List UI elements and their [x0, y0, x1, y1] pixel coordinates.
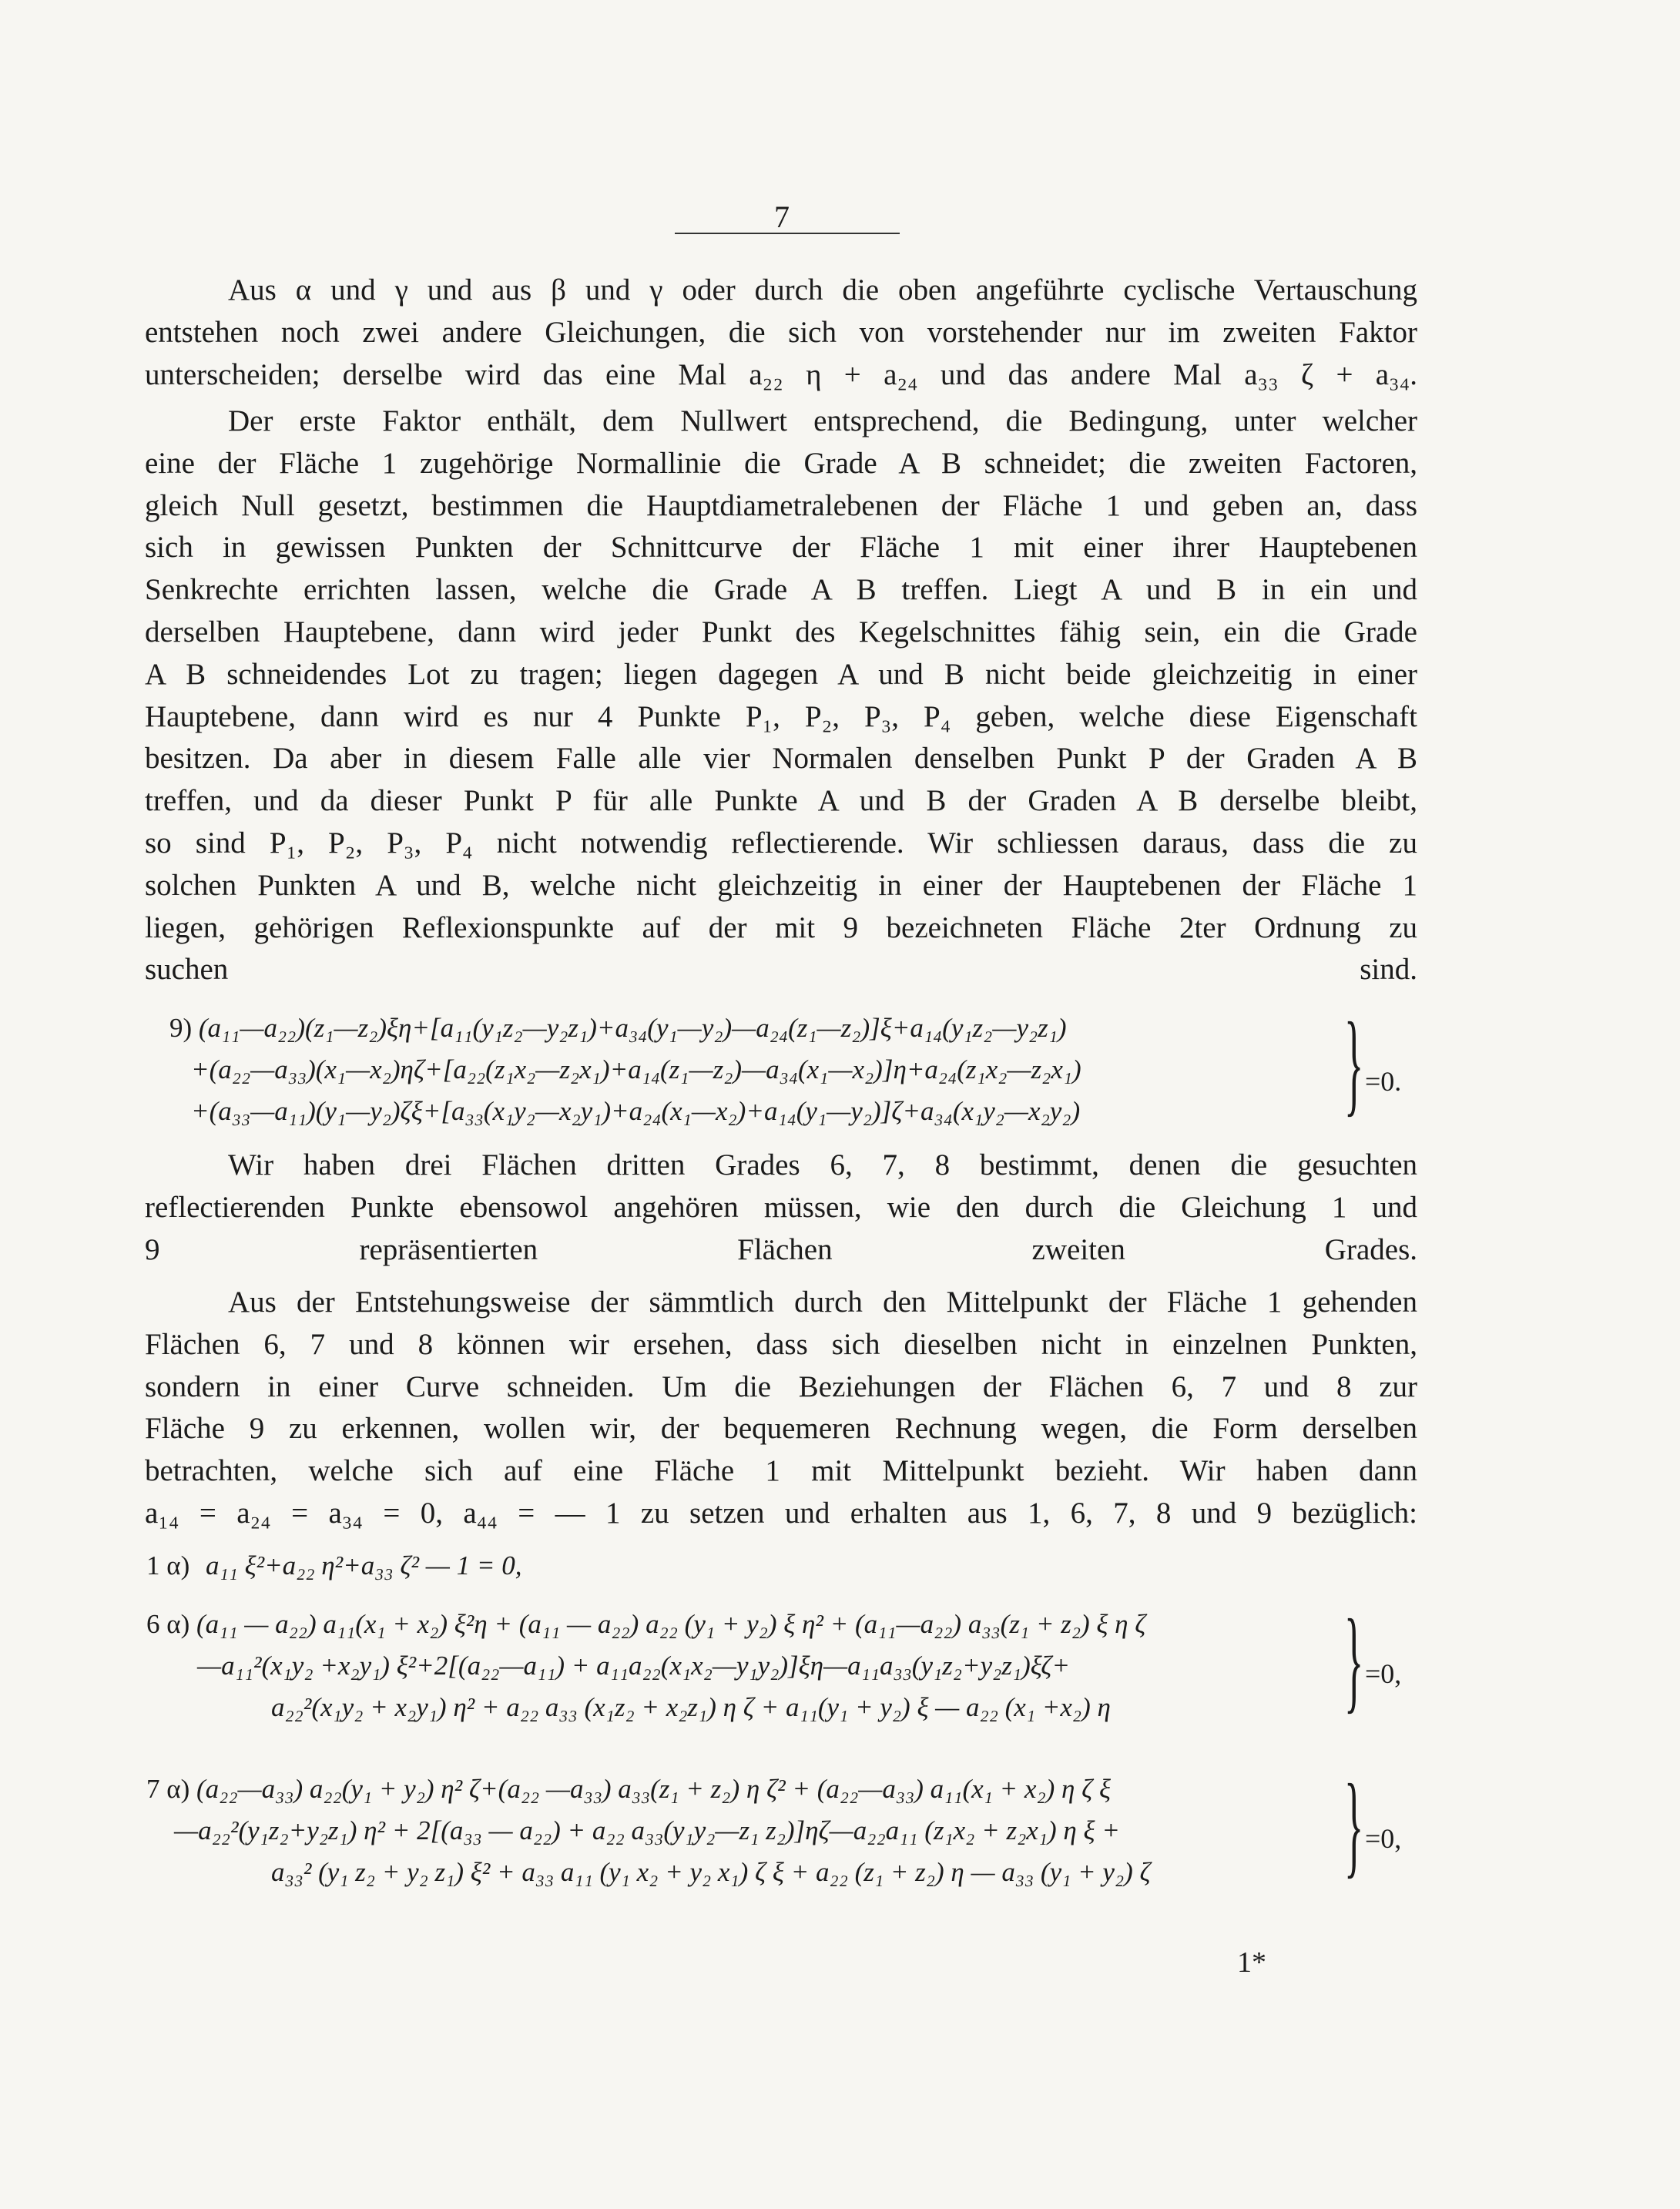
- equation-1a: [146, 1545, 521, 1587]
- equation-line: a₂₂²(x₁y₂ + x₂y₁) η² + a₂₂ a₃₃ (x₁z₂ + x₂z₁) η ζ + a₁₁(y₁ + y₂) ξ — a₂₂ (x₁ +x₂) η: [271, 1692, 1111, 1722]
- equation-label: 9): [169, 1013, 193, 1043]
- equation-6a-brace: }: [1344, 1596, 1364, 1724]
- text-line: derselben Hauptebene, dann wird jeder Punkt des Kegelschnittes fähig sein, ein die Grade: [145, 615, 1417, 649]
- text-line: sich in gewissen Punkten der Schnittcurve der Fläche 1 mit einer ihrer Hauptebenen: [145, 531, 1417, 565]
- equation-7a: [146, 1768, 1151, 1893]
- text-line: reflectierenden Punkte ebensowol angehören müssen, wie den durch die Gleichung 1 und: [145, 1190, 1417, 1224]
- text-line: entstehen noch zwei andere Gleichungen, die sich von vorstehender nur im zweiten Faktor: [145, 315, 1417, 349]
- equation-line: +(a₂₂—a₃₃)(x₁—x₂)ηζ+[a₂₂(z₁x₂—z₂x₁)+a₁₄(z₁—z₂)—a₃₄(x₁—x₂)]η+a₂₄(z₁x₂—z₂x₁): [191, 1054, 1081, 1084]
- text-line: a₁₄ = a₂₄ = a₃₄ = 0, a₄₄ = — 1 zu setzen und erhalten aus 1, 6, 7, 8 und 9 bezüglich:: [145, 1496, 1417, 1530]
- equation-6a: [146, 1604, 1145, 1728]
- text-line: sondern in einer Curve schneiden. Um die Beziehungen der Flächen 6, 7 und 8 zur: [145, 1369, 1417, 1403]
- paragraph-3: [145, 1145, 1417, 1271]
- text-line: A B schneidendes Lot zu tragen; liegen dagegen A und B nicht beide gleichzeitig in einer: [145, 657, 1417, 691]
- text-line: solchen Punkten A und B, welche nicht gleichzeitig in einer der Hauptebenen der Fläche 1: [145, 868, 1417, 902]
- equation-7a-brace: }: [1344, 1761, 1364, 1889]
- signature-mark: 1*: [1237, 1946, 1266, 1979]
- text-line: gleich Null gesetzt, bestimmen die Hauptdiametralebenen der Fläche 1 und geben an, dass: [145, 488, 1417, 522]
- equation-line: a₃₃² (y₁ z₂ + y₂ z₁) ξ² + a₃₃ a₁₁ (y₁ x₂ + y₂ x₁) ζ ξ + a₂₂ (z₁ + z₂) η — a₃₃ (y₁ + y₂) ζ: [271, 1857, 1151, 1887]
- text-line: Flächen 6, 7 und 8 können wir ersehen, dass sich dieselben nicht in einzelnen Punkten,: [145, 1327, 1417, 1361]
- equation-label: 1 α): [146, 1550, 190, 1580]
- equation-line: (a₂₂—a₃₃) a₂₂(y₁ + y₂) η² ζ+(a₂₂ —a₃₃) a₃₃(z₁ + z₂) η ζ² + (a₂₂—a₃₃) a₁₁(x₁ + x₂) η ζ ξ: [196, 1774, 1112, 1804]
- header-rule: [675, 233, 900, 234]
- equation-line: (a₁₁ — a₂₂) a₁₁(x₁ + x₂) ξ²η + (a₁₁ — a₂₂) a₂₂ (y₁ + y₂) ξ η² + (a₁₁—a₂₂) a₃₃(z₁ + z₂) ξ η ζ: [196, 1609, 1146, 1639]
- text-line: suchen sind.: [145, 953, 1417, 987]
- equation-9: [169, 1007, 1081, 1132]
- text-line: liegen, gehörigen Reflexionspunkte auf der mit 9 bezeichneten Fläche 2ter Ordnung zu: [145, 910, 1417, 944]
- equation-line: a₁₁ ξ²+a₂₂ η²+a₃₃ ζ² — 1 = 0,: [206, 1550, 522, 1580]
- equation-line: +(a₃₃—a₁₁)(y₁—y₂)ζξ+[a₃₃(x₁y₂—x₂y₁)+a₂₄(x₁—x₂)+a₁₄(y₁—y₂)]ζ+a₃₄(x₁y₂—x₂y₂): [191, 1096, 1081, 1126]
- equation-7a-rhs: =0,: [1365, 1823, 1402, 1854]
- equation-9-brace: }: [1344, 999, 1364, 1127]
- page-number: 7: [774, 199, 790, 234]
- text-line: Hauptebene, dann wird es nur 4 Punkte P₁, P₂, P₃, P₄ geben, welche diese Eigenschaft: [145, 699, 1417, 733]
- text-line: Senkrechte errichten lassen, welche die Grade A B treffen. Liegt A und B in ein und: [145, 573, 1417, 607]
- equation-9-rhs: =0.: [1365, 1066, 1402, 1097]
- text-line: betrachten, welche sich auf eine Fläche 1 mit Mittelpunkt bezieht. Wir haben dann: [145, 1454, 1417, 1488]
- equation-6a-rhs: =0,: [1365, 1658, 1402, 1689]
- equation-line: —a₁₁²(x₁y₂ +x₂y₁) ξ²+2[(a₂₂—a₁₁) + a₁₁a₂₂(x₁x₂—y₁y₂)]ξη—a₁₁a₃₃(y₁z₂+y₂z₁)ξζ+: [197, 1651, 1071, 1681]
- text-line: treffen, und da dieser Punkt P für alle Punkte A und B der Graden A B derselbe bleibt,: [145, 784, 1417, 818]
- paragraph-1: [145, 270, 1417, 396]
- equation-line: —a₂₂²(y₁z₂+y₂z₁) η² + 2[(a₃₃ — a₂₂) + a₂₂ a₃₃(y₁y₂—z₁ z₂)]ηζ—a₂₂a₁₁ (z₁x₂ + z₂x₁) η ξ +: [174, 1815, 1120, 1845]
- equation-label: 6 α): [146, 1609, 190, 1639]
- text-line: besitzen. Da aber in diesem Falle alle vier Normalen denselben Punkt P der Graden A B: [145, 742, 1417, 776]
- text-line: 9 repräsentierten Flächen zweiten Grades.: [145, 1232, 1417, 1266]
- text-line: so sind P₁, P₂, P₃, P₄ nicht notwendig reflectierende. Wir schliessen daraus, dass die zu: [145, 826, 1417, 860]
- text-line: Aus α und γ und aus β und γ oder durch die oben angeführte cyclische Vertauschung: [228, 273, 1417, 307]
- equation-line: (a₁₁—a₂₂)(z₁—z₂)ξη+[a₁₁(y₁z₂—y₂z₁)+a₃₄(y₁—y₂)—a₂₄(z₁—z₂)]ξ+a₁₄(y₁z₂—y₂z₁): [198, 1013, 1067, 1043]
- equation-label: 7 α): [146, 1774, 190, 1804]
- paragraph-4: [145, 1282, 1417, 1535]
- text-line: unterscheiden; derselbe wird das eine Mal a₂₂ η + a₂₄ und das andere Mal a₃₃ ζ + a₃₄.: [145, 357, 1417, 391]
- text-line: Fläche 9 zu erkennen, wollen wir, der bequemeren Rechnung wegen, die Form derselben: [145, 1412, 1417, 1446]
- text-line: Wir haben drei Flächen dritten Grades 6, 7, 8 bestimmt, denen die gesuchten: [228, 1148, 1417, 1182]
- text-line: Aus der Entstehungsweise der sämmtlich durch den Mittelpunkt der Fläche 1 gehenden: [228, 1286, 1417, 1319]
- text-line: eine der Fläche 1 zugehörige Normallinie die Grade A B schneidet; die zweiten Factoren,: [145, 446, 1417, 480]
- text-line: Der erste Faktor enthält, dem Nullwert entsprechend, die Bedingung, unter welcher: [228, 404, 1417, 437]
- paragraph-2: [145, 401, 1417, 991]
